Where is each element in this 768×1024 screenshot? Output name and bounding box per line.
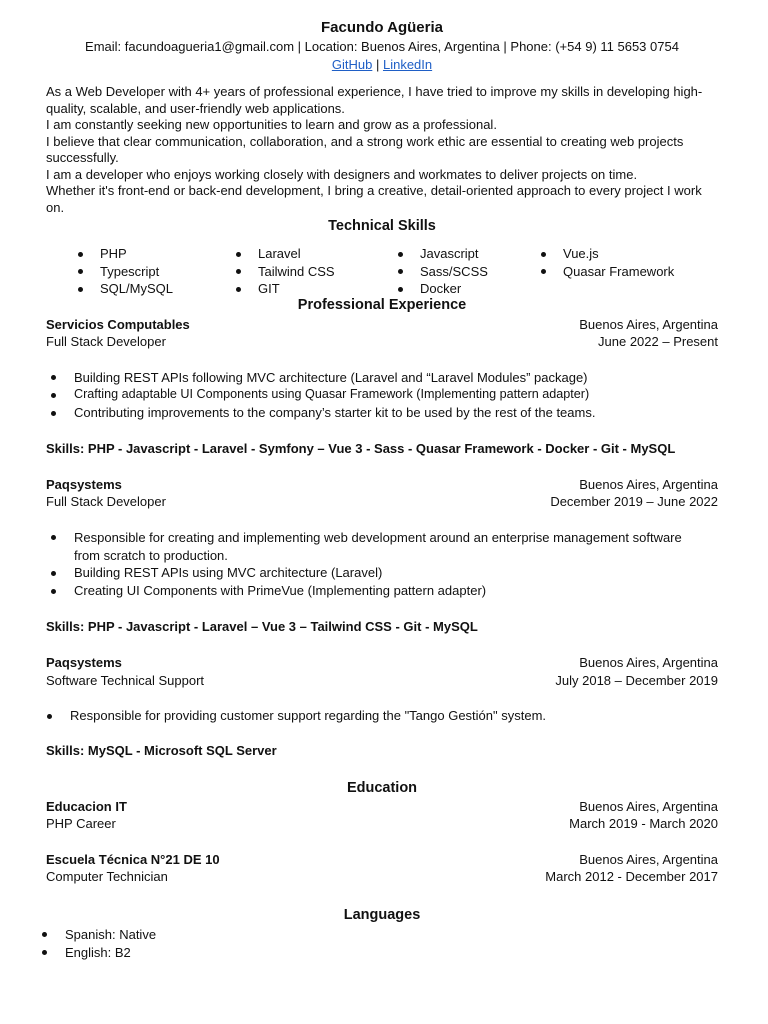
linkedin-link[interactable]: LinkedIn [382,57,433,72]
job-bullet: Responsible for providing customer support regarding the "Tango Gestión" system. [70,707,718,725]
resume-page [46,18,718,961]
education-entry [46,798,718,833]
skills-column [234,245,396,298]
skills-column [76,245,234,298]
summary-line: Whether it's front-end or back-end development, I bring a creative, detail-oriented approach to every project I work on. [46,183,702,215]
education-dates: March 2019 - March 2020 [569,816,718,832]
job-header-row [46,316,718,334]
contact-line: Email: facundoagueria1@gmail.com | Location: Buenos Aires, Argentina | Phone: (+54 9) 11 5653 0754 [85,39,679,54]
job-dates: December 2019 – June 2022 [550,494,718,510]
job-entry [46,654,718,760]
education-school: Educacion IT [46,798,127,814]
education-header-row [46,851,718,869]
job-role: Full Stack Developer [46,494,166,510]
skill-item: GIT [234,280,396,298]
experience-heading: Professional Experience [297,296,467,313]
skill-item: Sass/SCSS [396,263,539,281]
education-dates: March 2012 - December 2017 [545,869,718,885]
job-entry [46,476,718,636]
job-bullet: Building REST APIs following MVC architecture (Laravel and “Laravel Modules” package) [74,369,718,387]
skill-item: Docker [396,280,539,298]
job-subheader-row [46,672,718,690]
summary-section [46,84,718,216]
job-header-row [46,654,718,672]
job-skills: Skills: PHP - Javascript - Laravel – Vue 3 – Tailwind CSS - Git - MySQL [46,619,478,635]
skill-item: Vue.js [539,245,709,263]
job-header-row [46,476,718,494]
technical-skills-heading: Technical Skills [328,218,436,234]
job-subheader-row [46,493,718,511]
job-bullet: Crafting adaptable UI Components using Quasar Framework (Implementing pattern adapter) [74,386,718,404]
job-bullets [46,369,718,422]
job-bullet: Responsible for creating and implementing web development around an enterprise management software from scratch to production. [74,529,688,565]
skill-item: SQL/MySQL [76,280,234,298]
education-program: Computer Technician [46,869,168,885]
job-location: Buenos Aires, Argentina [579,655,718,671]
languages-list [46,926,718,962]
candidate-name: Facundo Agüeria [321,19,443,36]
education-school: Escuela Técnica N°21 DE 10 [46,851,220,867]
summary-line: I am constantly seeking new opportunities to learn and grow as a professional. [46,117,497,132]
skill-item: Typescript [76,263,234,281]
skill-item: Javascript [396,245,539,263]
job-location: Buenos Aires, Argentina [579,316,718,332]
education-program: PHP Career [46,816,116,832]
education-entry [46,851,718,886]
github-link[interactable]: GitHub [331,57,373,72]
skill-item: Quasar Framework [539,263,709,281]
education-subheader-row [46,815,718,833]
summary-line: I am a developer who enjoys working closely with designers and workmates to deliver projects on time. [46,166,638,182]
link-separator: | [375,57,380,72]
skill-item: PHP [76,245,234,263]
job-company: Paqsystems [46,476,122,492]
job-company: Paqsystems [46,655,122,671]
job-bullets [46,529,718,600]
job-role: Software Technical Support [46,672,205,688]
education-heading: Education [346,779,418,796]
skill-item: Laravel [234,245,396,263]
job-bullets [46,707,718,725]
job-subheader-row [46,333,718,351]
profile-links [46,56,718,74]
education-location: Buenos Aires, Argentina [579,798,718,814]
education-header-row [46,798,718,816]
skill-item: Tailwind CSS [234,263,396,281]
job-company: Servicios Computables [46,316,190,332]
languages-heading: Languages [343,906,421,923]
job-dates: June 2022 – Present [598,334,718,349]
job-entry [46,316,718,458]
job-location: Buenos Aires, Argentina [579,476,718,492]
language-item: Spanish: Native [65,926,718,944]
skills-column [396,245,539,298]
job-skills: Skills: MySQL - Microsoft SQL Server [46,742,277,758]
job-skills: Skills: PHP - Javascript - Laravel - Symfony – Vue 3 - Sass - Quasar Framework - Docker - Git - MySQL [46,440,676,456]
education-subheader-row [46,868,718,886]
job-bullet: Creating UI Components with PrimeVue (Implementing pattern adapter) [74,582,688,600]
technical-skills-list [46,245,718,298]
education-location: Buenos Aires, Argentina [579,851,718,867]
language-item: English: B2 [65,944,718,962]
job-dates: July 2018 – December 2019 [555,672,718,688]
summary-line: I believe that clear communication, collaboration, and a strong work ethic are essential to creating web projects successfully. [46,133,684,165]
job-role: Full Stack Developer [46,334,166,349]
job-bullet: Building REST APIs using MVC architecture (Laravel) [74,564,688,582]
summary-line: As a Web Developer with 4+ years of professional experience, I have tried to improve my skills in developing high-quality, scalable, and user-friendly web applications. [46,84,703,116]
skills-column [539,245,709,298]
job-bullet: Contributing improvements to the company’s starter kit to be used by the rest of the teams. [74,404,718,422]
